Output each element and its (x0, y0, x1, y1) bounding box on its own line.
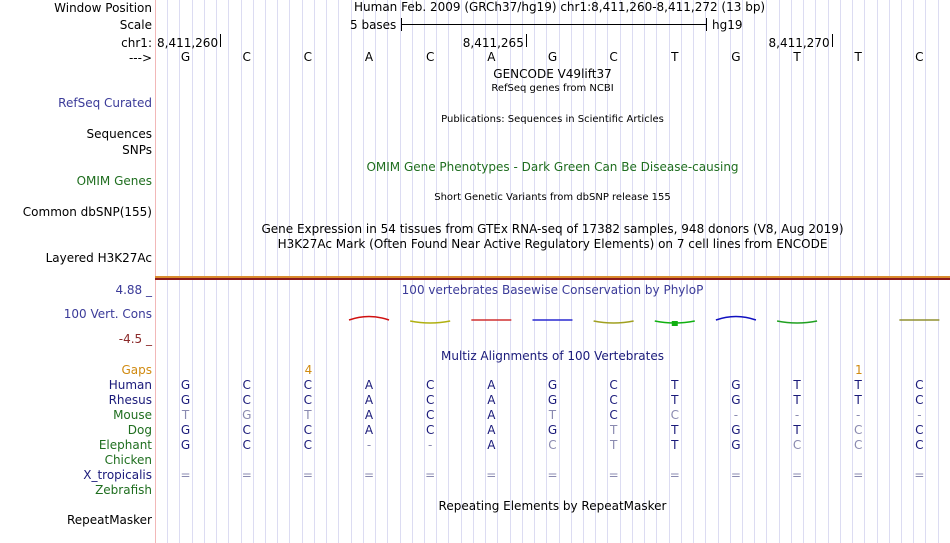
sequences-label[interactable]: Sequences (86, 127, 152, 141)
gaps-label: Gaps (121, 363, 152, 377)
snps-label[interactable]: SNPs (122, 143, 152, 157)
aligned-base: C (425, 393, 435, 407)
ruler-tick-mark (220, 34, 221, 47)
aligned-base: T (854, 393, 862, 407)
ruler-tick-mark (526, 34, 527, 47)
dbsnp-track-title[interactable]: Short Genetic Variants from dbSNP release 155 (434, 192, 671, 203)
aligned-base: G (180, 378, 191, 392)
aligned-base: - (856, 408, 861, 422)
ruler-tick-label: 8,411,265 (462, 36, 524, 50)
gtex-track-title[interactable]: Gene Expression in 54 tissues from GTEx RNA-seq of 17382 samples, 948 donors (V8, Aug 2019) (261, 222, 844, 236)
aligned-base: A (487, 423, 496, 437)
aligned-base: T (304, 408, 312, 422)
aligned-base: - (366, 438, 372, 452)
aligned-base: C (303, 438, 313, 452)
aligned-base: G (731, 423, 741, 437)
aligned-base: A (487, 408, 496, 422)
aligned-base: - (733, 408, 739, 422)
multiz-track-title[interactable]: Multiz Alignments of 100 Vertebrates (440, 349, 665, 363)
aligned-base: G (180, 423, 191, 437)
cons-max-label: 4.88 _ (115, 283, 152, 297)
aligned-base: - (428, 438, 433, 452)
window-position-value[interactable]: Human Feb. 2009 (GRCh37/hg19) chr1:8,411,260-8,411,272 (13 bp) (354, 0, 766, 14)
scale-assembly: hg19 (712, 18, 743, 32)
aligned-base: = (792, 468, 803, 482)
aligned-base: C (303, 393, 313, 407)
phylop-mark (655, 321, 695, 326)
aligned-base: A (364, 378, 374, 392)
phylop-mark (777, 321, 817, 323)
species-label[interactable]: X_tropicalis (83, 468, 152, 482)
aligned-base: = (730, 468, 741, 482)
aligned-base: C (609, 378, 618, 392)
phylop-curve (777, 321, 817, 323)
aligned-base: A (487, 393, 496, 407)
ruler-tick-label: 8,411,270 (768, 36, 830, 50)
h3k27ac-track-title[interactable]: H3K27Ac Mark (Often Found Near Active Regulatory Elements) on 7 cell lines from ENCODE (277, 237, 828, 251)
aligned-base: T (671, 423, 679, 437)
aligned-base: C (792, 438, 802, 452)
aligned-base: G (731, 393, 741, 407)
aligned-base: - (917, 408, 922, 422)
omim-track-title[interactable]: OMIM Gene Phenotypes - Dark Green Can Be Disease-causing (366, 160, 739, 174)
aligned-base: A (487, 438, 496, 452)
species-label[interactable]: Rhesus (108, 393, 152, 407)
aligned-base: C (915, 393, 924, 407)
phylop-mark (410, 321, 450, 323)
aligned-base: C (609, 393, 618, 407)
ruler-tick-mark (832, 34, 833, 47)
aligned-base: = (241, 468, 252, 482)
h3k27ac-label[interactable]: Layered H3K27Ac (45, 251, 152, 265)
aligned-base: C (609, 408, 618, 422)
phylop-mark (716, 317, 756, 321)
cons-label[interactable]: 100 Vert. Cons (63, 307, 152, 321)
aligned-base: T (181, 408, 190, 422)
aligned-base: T (671, 393, 679, 407)
aligned-base: C (854, 423, 863, 437)
gencode-track-title[interactable]: GENCODE V49lift37 (493, 67, 612, 81)
species-label[interactable]: Chicken (104, 453, 152, 467)
aligned-base: C (548, 438, 557, 452)
aligned-base: = (302, 468, 313, 482)
aligned-base: = (914, 468, 925, 482)
base-letter: C (609, 50, 618, 64)
species-label[interactable]: Dog (127, 423, 152, 437)
refseq-curated-label[interactable]: RefSeq Curated (58, 96, 152, 110)
aligned-base: G (731, 378, 741, 392)
track-divider (155, 276, 950, 280)
publications-track-title[interactable]: Publications: Sequences in Scientific Articles (441, 114, 664, 125)
aligned-base: T (548, 408, 557, 422)
base-letter: A (487, 50, 496, 64)
base-letter: G (547, 50, 558, 64)
aligned-base: C (303, 423, 313, 437)
scale-label: Scale (119, 18, 152, 32)
chrom-label: chr1: (121, 36, 152, 50)
aligned-base: A (487, 378, 496, 392)
aligned-base: C (425, 378, 435, 392)
aligned-base: T (671, 438, 679, 452)
base-letter: T (793, 50, 801, 64)
aligned-base: = (608, 468, 619, 482)
aligned-base: T (793, 423, 801, 437)
aligned-base: G (547, 378, 558, 392)
aligned-base: C (303, 378, 313, 392)
scale-bar (401, 24, 706, 25)
gap-count: 1 (854, 363, 863, 377)
scale-bases: 5 bases (350, 18, 397, 32)
phylop-curve (349, 317, 389, 321)
omim-genes-label[interactable]: OMIM Genes (76, 174, 152, 188)
aligned-base: T (609, 423, 618, 437)
aligned-base: G (180, 438, 191, 452)
aligned-base: C (854, 438, 863, 452)
aligned-base: A (364, 423, 374, 437)
phylop-curve (594, 321, 634, 323)
base-letter: T (671, 50, 679, 64)
base-letter: C (303, 50, 313, 64)
aligned-base: G (242, 408, 252, 422)
aligned-base: = (363, 468, 375, 482)
scale-bar-right-tick (706, 18, 707, 31)
cons-min-label: -4.5 _ (118, 332, 152, 346)
base-letter: G (731, 50, 741, 64)
aligned-base: C (242, 378, 251, 392)
ruler-tick-label: 8,411,260 (157, 36, 219, 50)
aligned-base: T (671, 378, 679, 392)
aligned-base: G (180, 393, 191, 407)
aligned-base: C (242, 423, 251, 437)
aligned-base: C (915, 378, 924, 392)
species-label[interactable]: Mouse (113, 408, 152, 422)
base-letter: G (180, 50, 191, 64)
aligned-base: C (915, 438, 924, 452)
aligned-base: T (609, 438, 618, 452)
aligned-base: G (547, 423, 558, 437)
base-letter: T (854, 50, 862, 64)
repeatmasker-track-title[interactable]: Repeating Elements by RepeatMasker (438, 499, 667, 513)
aligned-base: C (670, 408, 679, 422)
aligned-base: A (364, 408, 374, 422)
aligned-base: C (242, 393, 251, 407)
refseq-track-subtitle[interactable]: RefSeq genes from NCBI (491, 83, 614, 94)
aligned-base: = (180, 468, 191, 482)
scale-bar-left-tick (401, 18, 402, 31)
aligned-base: - (794, 408, 800, 422)
aligned-base: C (425, 423, 435, 437)
species-label[interactable]: Zebrafish (95, 483, 152, 497)
window-position-label: Window Position (54, 1, 152, 15)
gap-count: 4 (304, 363, 313, 377)
base-letter: C (425, 50, 435, 64)
phylop-block (672, 321, 678, 326)
cons-track-title[interactable]: 100 vertebrates Basewise Conservation by PhyloP (401, 283, 704, 297)
species-label[interactable]: Elephant (98, 438, 152, 452)
aligned-base: T (793, 393, 801, 407)
aligned-base: A (364, 393, 374, 407)
phylop-mark (349, 317, 389, 321)
aligned-base: G (547, 393, 558, 407)
base-letter: C (242, 50, 251, 64)
phylop-curve (410, 321, 450, 323)
aligned-base: C (425, 408, 435, 422)
aligned-base: T (793, 378, 801, 392)
aligned-base: = (547, 468, 558, 482)
aligned-base: = (425, 468, 436, 482)
aligned-base: C (242, 438, 251, 452)
phylop-curve (716, 317, 756, 321)
aligned-base: T (854, 378, 862, 392)
aligned-base: G (731, 438, 741, 452)
aligned-base: = (853, 468, 864, 482)
repeatmasker-label[interactable]: RepeatMasker (66, 513, 152, 527)
aligned-base: = (669, 468, 680, 482)
dbsnp-label[interactable]: Common dbSNP(155) (22, 205, 152, 219)
strand-label: ---> (128, 51, 152, 65)
phylop-mark (594, 321, 634, 323)
aligned-base: = (486, 468, 497, 482)
species-label[interactable]: Human (108, 378, 152, 392)
aligned-base: C (915, 423, 924, 437)
base-letter: A (364, 50, 374, 64)
base-letter: C (915, 50, 924, 64)
